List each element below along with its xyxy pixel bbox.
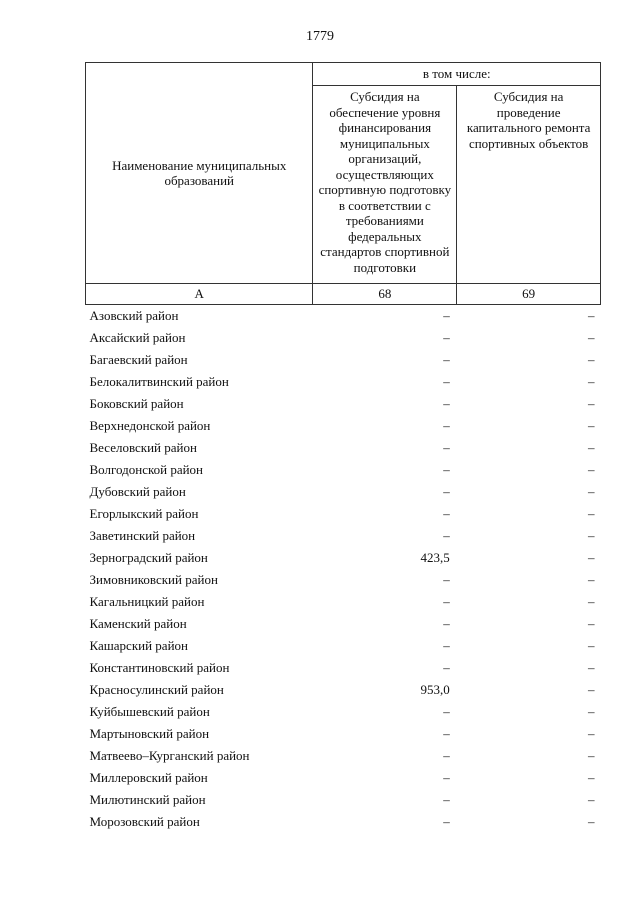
name-column-header: Наименование муниципальных образований: [86, 63, 313, 284]
value-69: –: [588, 462, 595, 478]
value-69: –: [588, 814, 595, 830]
table-row: [86, 327, 601, 349]
value-69: –: [588, 330, 595, 346]
table-row: [86, 393, 601, 415]
municipality-name: Красносулинский район: [89, 682, 224, 698]
table-row: [86, 569, 601, 591]
table-row: [86, 503, 601, 525]
value-68: –: [443, 572, 450, 588]
value-69: –: [588, 660, 595, 676]
value-68: –: [443, 616, 450, 632]
value-68: –: [443, 462, 450, 478]
value-68: –: [443, 374, 450, 390]
value-68: –: [443, 528, 450, 544]
table-row: [86, 481, 601, 503]
municipality-name: Заветинский район: [89, 528, 196, 544]
value-68: –: [443, 330, 450, 346]
municipality-name: Верхнедонской район: [89, 418, 211, 434]
municipality-name: Каменский район: [89, 616, 187, 632]
value-69: –: [588, 616, 595, 632]
table-row: [86, 701, 601, 723]
table-row: [86, 437, 601, 459]
value-68: –: [443, 308, 450, 324]
column-69-header: Субсидия на проведение капитального ремонта спортивных объектов: [457, 86, 601, 284]
index-69: 69: [457, 284, 601, 305]
value-69: –: [588, 440, 595, 456]
value-68: –: [443, 660, 450, 676]
table-row: [86, 305, 601, 328]
value-68: –: [443, 594, 450, 610]
table-row: [86, 723, 601, 745]
value-69: –: [588, 572, 595, 588]
value-68: –: [443, 418, 450, 434]
table-row: [86, 415, 601, 437]
subsidy-table: [85, 62, 601, 833]
value-69: –: [588, 594, 595, 610]
table-row: [86, 745, 601, 767]
table-row: [86, 613, 601, 635]
value-68: –: [443, 352, 450, 368]
table-body: [86, 305, 601, 834]
value-69: –: [588, 528, 595, 544]
page-number: 1779: [306, 29, 334, 44]
group-header: в том числе:: [313, 63, 601, 86]
table-row: [86, 657, 601, 679]
table-row: [86, 547, 601, 569]
municipality-name: Багаевский район: [89, 352, 188, 368]
municipality-name: Матвеево–Курганский район: [89, 748, 250, 764]
municipality-name: Зимовниковский район: [89, 572, 218, 588]
value-69: –: [588, 792, 595, 808]
value-68: –: [443, 770, 450, 786]
column-68-header: Субсидия на обеспечение уровня финансирования муниципальных организаций, осуществляющих спортивную подготовку в соответствии с требованиями федеральных стандартов спортивной подготовки: [313, 86, 457, 284]
value-68: 423,5: [420, 550, 450, 566]
value-68: 953,0: [420, 682, 450, 698]
value-69: –: [588, 748, 595, 764]
index-68: 68: [313, 284, 457, 305]
municipality-name: Мартыновский район: [89, 726, 210, 742]
table-row: [86, 635, 601, 657]
value-69: –: [588, 352, 595, 368]
municipality-name: Дубовский район: [89, 484, 186, 500]
table-row: [86, 349, 601, 371]
table-header: [86, 63, 601, 305]
municipality-name: Егорлыкский район: [89, 506, 199, 522]
value-68: –: [443, 638, 450, 654]
municipality-name: Веселовский район: [89, 440, 197, 456]
index-a: А: [86, 284, 313, 305]
value-68: –: [443, 484, 450, 500]
value-69: –: [588, 506, 595, 522]
municipality-name: Азовский район: [89, 308, 179, 324]
value-69: –: [588, 396, 595, 412]
value-68: –: [443, 506, 450, 522]
value-69: –: [588, 726, 595, 742]
value-69: –: [588, 770, 595, 786]
table-row: [86, 679, 601, 701]
municipality-name: Волгодонской район: [89, 462, 204, 478]
value-69: –: [588, 484, 595, 500]
value-68: –: [443, 704, 450, 720]
municipality-name: Морозовский район: [89, 814, 200, 830]
municipality-name: Белокалитвинский район: [89, 374, 229, 390]
municipality-name: Зерноградский район: [89, 550, 208, 566]
value-68: –: [443, 396, 450, 412]
municipality-name: Константиновский район: [89, 660, 230, 676]
municipality-name: Боковский район: [89, 396, 184, 412]
value-69: –: [588, 682, 595, 698]
value-68: –: [443, 748, 450, 764]
municipality-name: Кагальницкий район: [89, 594, 205, 610]
table-row: [86, 811, 601, 833]
table-row: [86, 767, 601, 789]
value-69: –: [588, 550, 595, 566]
value-69: –: [588, 418, 595, 434]
value-68: –: [443, 814, 450, 830]
table-row: [86, 371, 601, 393]
value-68: –: [443, 726, 450, 742]
table-row: [86, 459, 601, 481]
value-68: –: [443, 792, 450, 808]
table-row: [86, 789, 601, 811]
municipality-name: Кашарский район: [89, 638, 188, 654]
value-69: –: [588, 374, 595, 390]
municipality-name: Миллеровский район: [89, 770, 208, 786]
table-row: [86, 525, 601, 547]
value-69: –: [588, 638, 595, 654]
table-row: [86, 591, 601, 613]
municipality-name: Куйбышевский район: [89, 704, 210, 720]
value-68: –: [443, 440, 450, 456]
value-69: –: [588, 704, 595, 720]
municipality-name: Аксайский район: [89, 330, 186, 346]
value-69: –: [588, 308, 595, 324]
municipality-name: Милютинский район: [89, 792, 206, 808]
